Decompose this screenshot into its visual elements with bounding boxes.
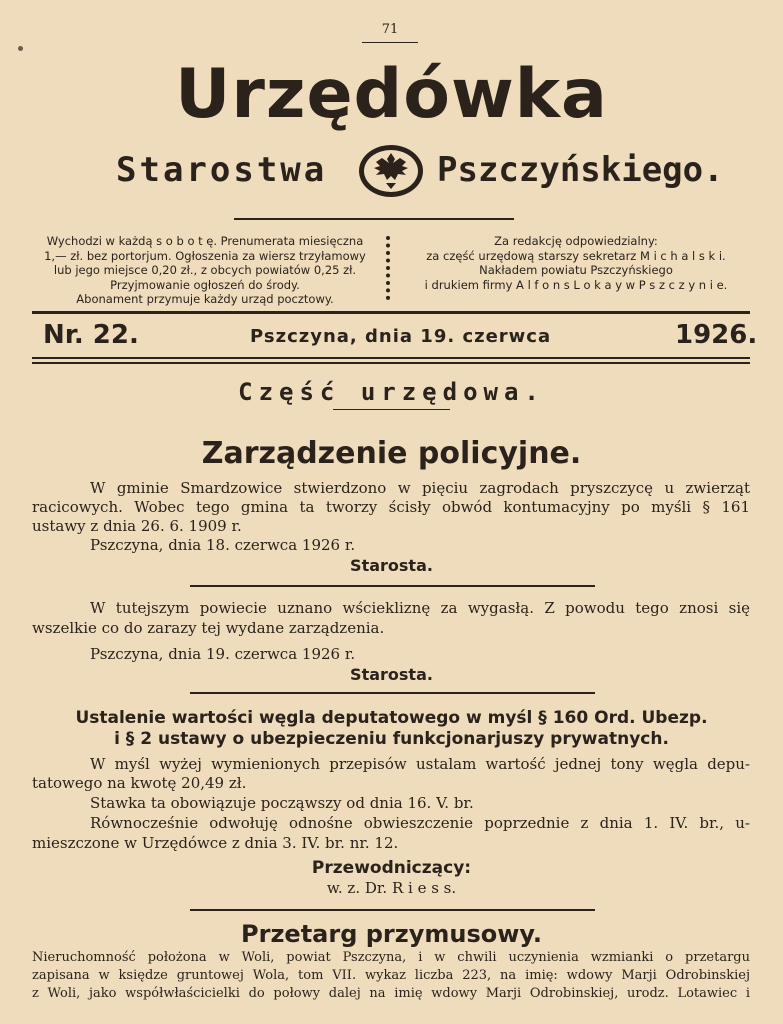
subscription-info (28, 234, 382, 307)
page-number: 71 (381, 22, 399, 37)
notice1-date: Pszczyna, dnia 18. czerwca 1926 r. (90, 536, 356, 554)
masthead-subtitle-left: Starostwa (116, 150, 328, 190)
issue-rule-bottom-1 (32, 357, 750, 359)
editorial-info-line: za część urzędową starszy sekretarz M i c h a l s k i. (426, 248, 726, 263)
notice1-signature: Starosta. (350, 556, 433, 575)
notice2-rule (190, 692, 595, 694)
ink-dot (18, 46, 23, 51)
notice2-signature: Starosta. (350, 665, 433, 684)
notice4-heading: Przetarg przymusowy. (241, 920, 542, 948)
masthead-subtitle-right: Pszczyńskiego. (437, 150, 724, 190)
notice2-line: W tutejszym powiecie uznano wściekliznę za wygasłą. Z powodu tego znosi się (90, 599, 750, 617)
notice4-line: zapisana w księdze gruntowej Wola, tom VII. wykaz liczba 223, na imię: wdowy Marji Odrobinskiej (32, 968, 750, 983)
issue-year: 1926. (675, 320, 758, 350)
info-separator (386, 236, 394, 300)
page-number-underline (362, 42, 418, 43)
masthead-rule (234, 218, 514, 220)
section-title: Część urzędowa. (238, 378, 545, 406)
editorial-info-line: Nakładem powiatu Pszczyńskiego (479, 263, 673, 277)
masthead-title: Urzędówka (175, 55, 608, 134)
issue-rule-bottom-2 (32, 362, 750, 364)
issue-place-date: Pszczyna, dnia 19. czerwca (250, 326, 552, 347)
issue-rule-top (32, 311, 750, 314)
notice3-line: tatowego na kwotę 20,49 zł. (32, 774, 247, 792)
issue-header (0, 318, 783, 358)
notice2-line: wszelkie co do zarazy tej wydane zarządzenia. (32, 619, 385, 637)
notice1-line: racicowych. Wobec tego gmina ta tworzy ścisły obwód kontumacyjny po myśli § 161 (32, 498, 750, 516)
subscription-info-line: 1,— zł. bez portorjum. Ogłoszenia za wiersz trzyłamowy (44, 248, 366, 263)
notice1-rule (190, 585, 595, 587)
section-title-underline (333, 409, 450, 410)
editorial-info (398, 234, 754, 292)
notice1-line: W gminie Smardzowice stwierdzono w pięciu zagrodach pryszczycę u zwierząt (90, 479, 750, 497)
notice3-line: Równocześnie odwołuję odnośne obwieszczenie poprzednie z dnia 1. IV. br., u- (90, 814, 750, 832)
notice3-line: mieszczone w Urzędówce z dnia 3. IV. br. nr. 12. (32, 834, 399, 852)
eagle-emblem-icon (356, 143, 426, 199)
notice2-date: Pszczyna, dnia 19. czerwca 1926 r. (90, 645, 356, 663)
notice3-signature-name: w. z. Dr. R i e s s. (326, 879, 457, 897)
notice1-line: ustawy z dnia 26. 6. 1909 r. (32, 517, 242, 535)
subscription-info-line: Przyjmowanie ogłoszeń do środy. (110, 277, 300, 292)
notice3-heading-line2: i § 2 ustawy o ubezpieczeniu funkcjonarjuszy prywatnych. (114, 729, 669, 749)
notice3-heading-line1: Ustalenie wartości węgla deputatowego w myśl § 160 Ord. Ubezp. (75, 708, 708, 728)
editorial-info-line: Za redakcję odpowiedzialny: (494, 234, 658, 248)
notice4-line: Nieruchomność położona w Woli, powiat Pszczyna, i w chwili uczynienia wzmianki o przetargu (32, 950, 750, 965)
subscription-info-line: Wychodzi w każdą s o b o t ę. Prenumerata miesięczna (46, 234, 364, 248)
editorial-info-line: i drukiem firmy A l f o n s L o k a y w P s z c z y n i e. (424, 277, 728, 292)
notice4-line: z Woli, jako współwłaścicielki do połowy dalej na imię wdowy Marji Odrobinskiej, urodz. Lotawiec i (32, 986, 750, 1001)
notice1-heading: Zarządzenie policyjne. (201, 436, 582, 471)
notice3-line: W myśl wyżej wymienionych przepisów ustalam wartość jednej tony węgla depu- (90, 755, 750, 773)
subscription-info-line: Abonament przymuje każdy urząd pocztowy. (76, 292, 334, 306)
issue-number: Nr. 22. (43, 320, 139, 350)
notice3-rule (190, 909, 595, 911)
notice3-signature-title: Przewodniczący: (311, 858, 472, 878)
subscription-info-line: lub jego miejsce 0,20 zł., z obcych powiatów 0,25 zł. (53, 263, 357, 277)
notice3-line: Stawka ta obowiązuje począwszy od dnia 16. V. br. (90, 794, 474, 812)
